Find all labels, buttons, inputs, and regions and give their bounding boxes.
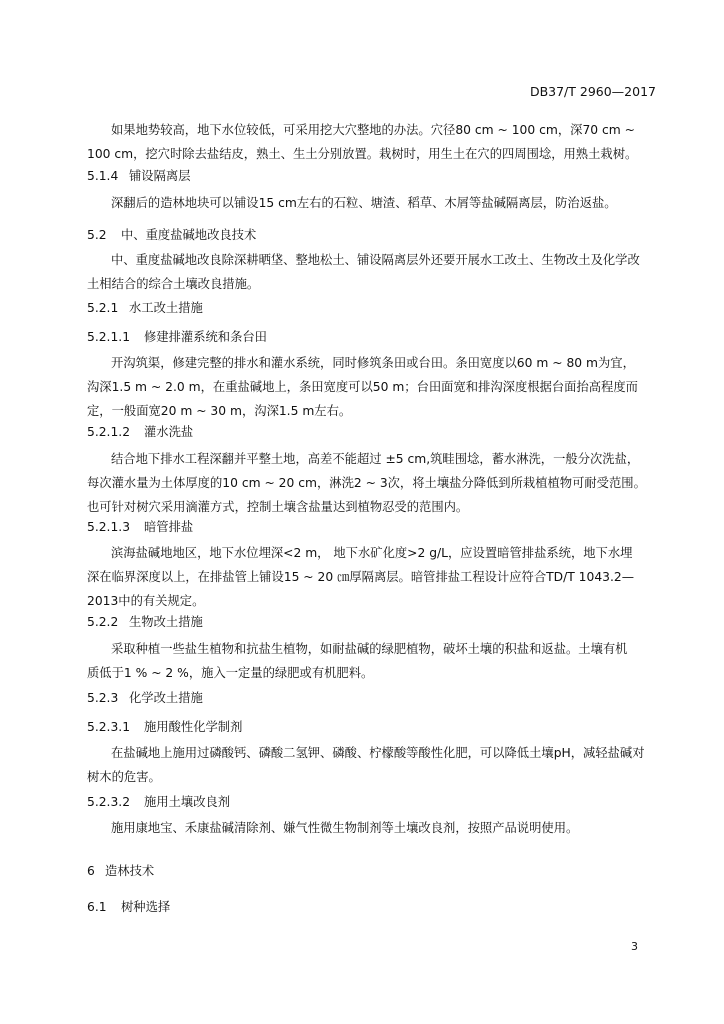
heading-number: 5.1.4 xyxy=(87,169,119,183)
paragraph-saline-improvement xyxy=(87,248,660,296)
text-line: 如果地势较高，地下水位较低，可采用挖大穴整地的办法。穴径80 cm ~ 100 cm，深70 cm ~ xyxy=(111,123,635,137)
heading-title: 生物改土措施 xyxy=(129,615,203,629)
text-line: 开沟筑渠，修建完整的排水和灌水系统，同时修筑条田或台田。条田宽度以60 m ~ 80 m为宜， xyxy=(111,356,635,370)
text-line: 采取种植一些盐生植物和抗盐生植物，如耐盐碱的绿肥植物，破坏土壤的积盐和返盐。土壤有机 xyxy=(111,642,628,656)
heading-title: 树种选择 xyxy=(121,900,171,914)
heading-title: 水工改土措施 xyxy=(129,301,203,315)
heading-5-2-3-2 xyxy=(87,792,660,810)
text-line: 中、重度盐碱地改良除深耕晒垡、整地松土、铺设隔离层外还要开展水工改土、生物改土及化学改 xyxy=(111,253,640,267)
heading-6 xyxy=(87,861,660,879)
text-line: 结合地下排水工程深翻并平整土地，高差不能超过 ±5 cm,筑畦围埝，蓄水淋洗，一般分次洗盐， xyxy=(111,452,640,466)
text-line: 2013中的有关规定。 xyxy=(87,594,205,608)
heading-title: 施用土壤改良剂 xyxy=(144,795,231,809)
heading-title: 灌水洗盐 xyxy=(144,425,194,439)
heading-title: 中、重度盐碱地改良技术 xyxy=(121,228,257,242)
text-line: 质低于1 % ~ 2 %，施入一定量的绿肥或有机肥料。 xyxy=(87,666,374,680)
heading-5-2-1-1 xyxy=(87,327,660,345)
heading-number: 5.2.1.2 xyxy=(87,425,131,439)
text-line: 在盐碱地上施用过磷酸钙、磷酸二氢钾、磷酸、柠檬酸等酸性化肥，可以降低土壤pH，减轻盐碱对 xyxy=(111,746,645,760)
heading-title: 暗管排盐 xyxy=(144,520,194,534)
text-line: 沟深1.5 m ~ 2.0 m，在重盐碱地上，条田宽度可以50 m；台田面宽和排沟深度根据台面抬高程度而 xyxy=(87,380,638,394)
paragraph-drainage-system xyxy=(87,351,660,423)
heading-5-2-3 xyxy=(87,688,660,706)
heading-number: 5.2 xyxy=(87,228,107,242)
text-line: 也可针对树穴采用滴灌方式，控制土壤含盐量达到植物忍受的范围内。 xyxy=(87,500,469,514)
heading-number: 6.1 xyxy=(87,900,107,914)
paragraph-subsurface-drainage xyxy=(87,541,660,613)
document-standard-number: DB37/T 2960—2017 xyxy=(529,84,656,99)
text-line: 深在临界深度以上，在排盐管上铺设15 ~ 20 ㎝厚隔离层。暗管排盐工程设计应符合TD/T 1043.2— xyxy=(87,570,634,584)
heading-title: 施用酸性化学制剂 xyxy=(144,720,243,734)
heading-title: 造林技术 xyxy=(105,864,155,878)
paragraph-pit-preparation xyxy=(87,118,660,166)
paragraph-isolation-layer xyxy=(87,191,660,215)
paragraph-biological-improvement xyxy=(87,637,660,685)
text-line: 树木的危害。 xyxy=(87,770,161,784)
heading-number: 5.2.1 xyxy=(87,301,119,315)
heading-title: 修建排灌系统和条台田 xyxy=(144,330,267,344)
text-line: 深翻后的造林地块可以铺设15 cm左右的石粒、塘渣、稻草、木屑等盐碱隔离层，防治返盐。 xyxy=(111,196,617,210)
text-line: 土相结合的综合土壤改良措施。 xyxy=(87,277,260,291)
heading-title: 铺设隔离层 xyxy=(129,169,191,183)
text-line: 施用康地宝、禾康盐碱清除剂、嫌气性微生物制剂等土壤改良剂，按照产品说明使用。 xyxy=(111,821,579,835)
heading-number: 6 xyxy=(87,864,95,878)
heading-5-2-1-3 xyxy=(87,517,660,535)
heading-5-2 xyxy=(87,225,660,243)
text-line: 100 cm，挖穴时除去盐结皮，熟土、生土分别放置。栽树时，用生土在穴的四周围埝，用熟土栽树。 xyxy=(87,147,638,161)
heading-5-2-3-1 xyxy=(87,717,660,735)
heading-5-1-4 xyxy=(87,166,660,184)
paragraph-soil-conditioner xyxy=(87,816,660,840)
heading-5-2-1-2 xyxy=(87,422,660,440)
heading-6-1 xyxy=(87,897,660,915)
page-number: 3 xyxy=(631,940,638,953)
heading-number: 5.2.2 xyxy=(87,615,119,629)
heading-number: 5.2.1.3 xyxy=(87,520,131,534)
heading-number: 5.2.3.1 xyxy=(87,720,131,734)
heading-title: 化学改土措施 xyxy=(129,691,203,705)
paragraph-irrigation-leaching xyxy=(87,447,660,519)
text-line: 每次灌水量为土体厚度的10 cm ~ 20 cm，淋洗2 ~ 3次，将土壤盐分降低到所栽植植物可耐受范围。 xyxy=(87,476,646,490)
text-line: 滨海盐碱地地区，地下水位埋深<2 m， 地下水矿化度>2 g/L，应设置暗管排盐系统，地下水埋 xyxy=(111,546,633,560)
heading-number: 5.2.1.1 xyxy=(87,330,131,344)
text-line: 定，一般面宽20 m ~ 30 m，沟深1.5 m左右。 xyxy=(87,404,352,418)
heading-number: 5.2.3 xyxy=(87,691,119,705)
heading-5-2-1 xyxy=(87,298,660,316)
paragraph-acid-agents xyxy=(87,741,660,789)
heading-5-2-2 xyxy=(87,612,660,630)
heading-number: 5.2.3.2 xyxy=(87,795,131,809)
